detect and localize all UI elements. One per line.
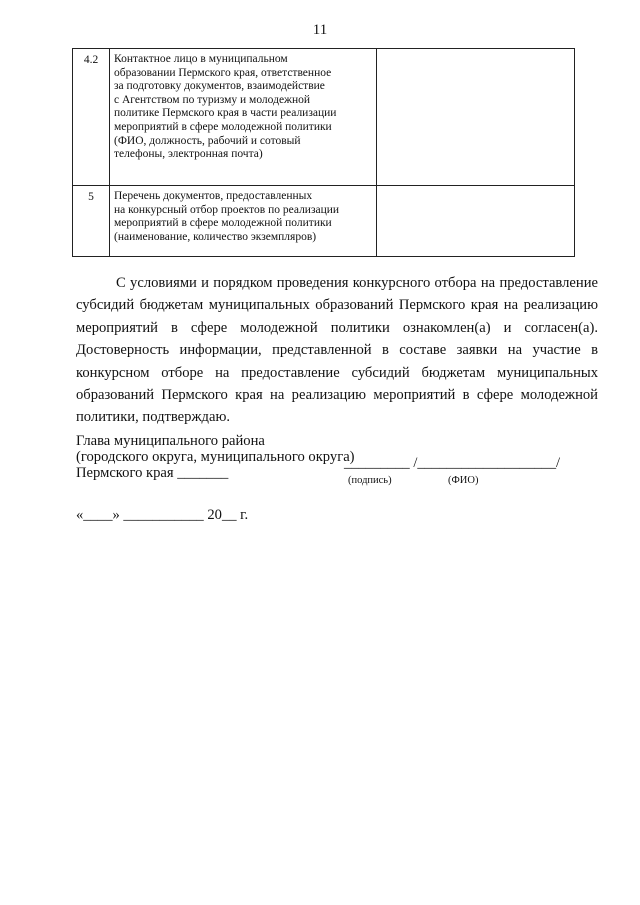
description-line: (ФИО, должность, рабочий и сотовый <box>114 134 301 147</box>
confirmation-paragraph: С условиями и порядком проведения конкурсного отбора на предоставление субсидий бюджетам муниципальных образований Пермского края на реализацию мероприятий в сфере молодежной политики ознакомлен(а) и согласен(а). Достоверность информации, представленной в составе заявки на участие в конкурсном отборе на предоставление субсидий бюджетам муниципальных образований Пермского края на реализацию мероприятий в сфере молодежной политики, подтверждаю. <box>76 275 598 426</box>
table-row <box>73 49 575 186</box>
signatory-title <box>76 433 355 481</box>
table-row <box>73 186 575 257</box>
description-line: мероприятий в сфере молодежной политики <box>114 120 332 133</box>
page-number: 11 <box>312 22 328 38</box>
row-description <box>110 186 377 257</box>
row-number: 4.2 <box>73 49 110 186</box>
application-table <box>72 48 575 257</box>
description-line: Перечень документов, предоставленных <box>114 190 313 202</box>
description-line: на конкурсный отбор проектов по реализации <box>114 203 340 216</box>
row-value-cell <box>377 186 575 257</box>
fio-caption: (ФИО) <box>448 475 479 486</box>
description-line: телефоны, электронная почта) <box>114 148 263 161</box>
description-line: (наименование, количество экземпляров) <box>114 230 317 243</box>
signatory-line-1: Глава муниципального района <box>76 433 265 449</box>
description-line: с Агентством по туризму и молодежной <box>114 93 311 106</box>
row-value-cell <box>377 49 575 186</box>
signatory-line-2: (городского округа, муниципального округа) <box>76 449 355 465</box>
description-line: политике Пермского края в части реализации <box>114 107 337 120</box>
row-description <box>110 49 377 186</box>
description-line: образовании Пермского края, ответственное <box>114 66 332 79</box>
signature-field: _________ /___________________/ <box>344 455 561 471</box>
signature-caption: (подпись) <box>348 475 392 486</box>
description-line: мероприятий в сфере молодежной политики <box>114 217 332 230</box>
description-line: Контактное лицо в муниципальном <box>114 53 288 65</box>
description-line: за подготовку документов, взаимодействие <box>114 80 325 93</box>
signatory-line-3: Пермского края _______ <box>76 465 229 481</box>
date-field: «____» ___________ 20__ г. <box>76 507 249 523</box>
row-number: 5 <box>73 186 110 257</box>
